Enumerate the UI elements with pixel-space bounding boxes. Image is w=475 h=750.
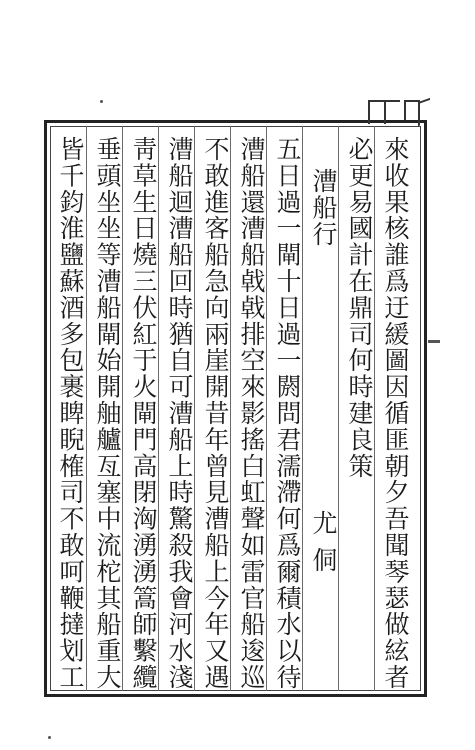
ink-speck [100,100,103,103]
edge-mark [428,340,440,343]
text-column-7: 漕船迴漕船回時猶自可漕船上時驚殺我會河水淺 [165,136,194,691]
text-column-5: 漕船還漕船㦸㦸排空來影搖白虹聲如雷官船逡巡 [237,136,266,691]
ink-speck [48,736,51,739]
poem-title: 漕船行 [309,168,338,248]
text-column-8: 靑草生日燒三伏紅于火閘門高閉洶湧湧篙師繫纜 [129,136,158,691]
poem-author: 尤侗 [309,510,338,584]
text-column-1: 來收果核誰爲迂緩圖因循匪朝夕吾聞琴瑟做絃者 [381,136,410,691]
text-column-9: 垂頭坐坐等漕船閘始開舳艫亙塞中流柁其船重大 [93,136,122,691]
header-mark [384,100,400,124]
text-column-10: 皆千鈞淮鹽蘇酒多包裹睥睨榷司不敢呵鞭撻划工 [56,136,85,691]
text-column-6: 不敢進客船急向兩崖開昔年曾見漕船上今年又遇 [201,136,230,691]
header-mark [418,98,430,126]
text-column-2: 必更易國計在鼎司何時建良策 [345,136,374,480]
text-column-4: 五日過一閘十日過一閼問君濡滯何爲爾積水以待 [273,136,302,691]
header-mark [368,100,384,124]
header-strip [360,96,432,126]
